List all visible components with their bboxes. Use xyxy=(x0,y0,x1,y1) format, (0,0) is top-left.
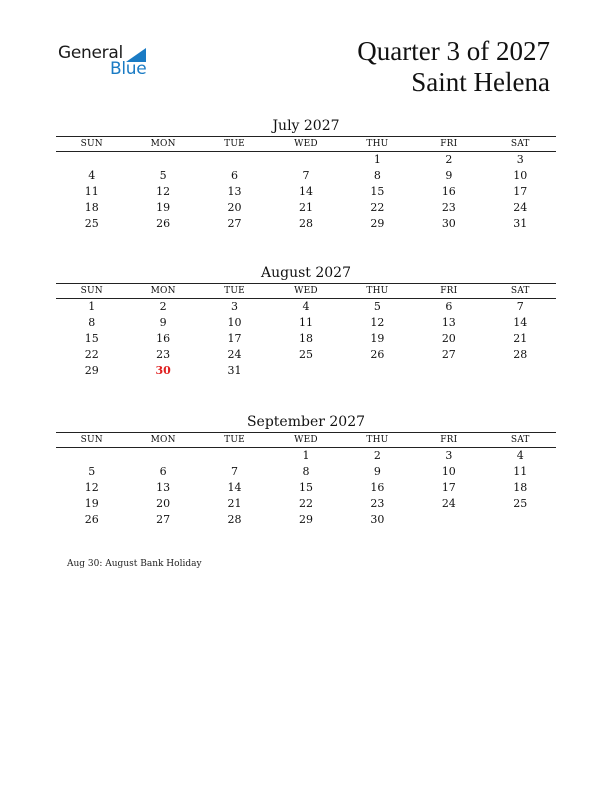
empty-day-cell xyxy=(485,512,556,528)
day-cell: 24 xyxy=(227,348,242,361)
day-cell: 28 xyxy=(227,513,242,526)
weekday-label: SAT xyxy=(510,139,530,149)
weekday-label: FRI xyxy=(440,139,458,149)
empty-day-cell xyxy=(199,152,270,168)
day-cell: 2 xyxy=(159,300,167,313)
day-cell: 28 xyxy=(298,217,313,230)
day-cell: 8 xyxy=(302,465,310,478)
day-cell: 2 xyxy=(445,153,453,166)
day-cell: 26 xyxy=(370,348,385,361)
day-cell: 29 xyxy=(298,513,313,526)
weekday-label: TUE xyxy=(224,139,245,149)
day-cell: 27 xyxy=(227,217,242,230)
weekday-label: FRI xyxy=(440,286,458,296)
day-cell: 30 xyxy=(441,217,456,230)
weekday-label: THU xyxy=(366,435,389,445)
day-cell: 24 xyxy=(513,201,528,214)
day-cell: 9 xyxy=(445,169,453,182)
day-cell: 21 xyxy=(298,201,313,214)
holiday-notes xyxy=(67,559,202,569)
day-cell: 29 xyxy=(370,217,385,230)
day-cell: 28 xyxy=(513,348,528,361)
weekday-label: SAT xyxy=(510,435,530,445)
day-cell: 12 xyxy=(84,481,99,494)
day-cell: 4 xyxy=(516,449,524,462)
weekday-header xyxy=(56,137,556,151)
day-cell: 21 xyxy=(513,332,528,345)
weekday-label: THU xyxy=(366,286,389,296)
day-cell: 5 xyxy=(88,465,96,478)
day-cell: 22 xyxy=(84,348,99,361)
day-cell: 25 xyxy=(513,497,528,510)
day-cell: 19 xyxy=(156,201,171,214)
day-cell: 17 xyxy=(227,332,242,345)
day-cell: 1 xyxy=(88,300,96,313)
day-cell: 14 xyxy=(227,481,242,494)
month-calendar xyxy=(56,412,556,528)
day-cell: 14 xyxy=(513,316,528,329)
day-cell: 20 xyxy=(441,332,456,345)
day-cell: 15 xyxy=(370,185,385,198)
day-cell: 17 xyxy=(513,185,528,198)
day-cell: 26 xyxy=(84,513,99,526)
weekday-header xyxy=(56,284,556,298)
weekday-label: WED xyxy=(294,286,318,296)
weekday-label: FRI xyxy=(440,435,458,445)
day-cell: 6 xyxy=(231,169,239,182)
day-cell: 24 xyxy=(441,497,456,510)
weekday-label: TUE xyxy=(224,286,245,296)
empty-day-cell xyxy=(485,363,556,379)
day-cell: 12 xyxy=(370,316,385,329)
day-cell: 22 xyxy=(298,497,313,510)
day-cell: 9 xyxy=(373,465,381,478)
day-cell: 15 xyxy=(298,481,313,494)
day-cell: 11 xyxy=(298,316,313,329)
day-cell: 16 xyxy=(370,481,385,494)
day-cell: 18 xyxy=(513,481,528,494)
weekday-label: SUN xyxy=(80,286,103,296)
day-grid xyxy=(56,448,556,528)
generalblue-logo xyxy=(58,43,158,83)
day-cell: 20 xyxy=(227,201,242,214)
day-cell: 12 xyxy=(156,185,171,198)
day-cell: 13 xyxy=(156,481,171,494)
day-cell: 3 xyxy=(231,300,239,313)
day-cell: 23 xyxy=(156,348,171,361)
day-cell: 7 xyxy=(231,465,239,478)
weekday-label: THU xyxy=(366,139,389,149)
weekday-label: MON xyxy=(150,139,176,149)
empty-day-cell xyxy=(199,448,270,464)
day-cell: 7 xyxy=(516,300,524,313)
day-cell: 17 xyxy=(441,481,456,494)
weekday-label: SUN xyxy=(80,435,103,445)
page-title xyxy=(357,36,550,98)
day-cell: 23 xyxy=(370,497,385,510)
logo-general-text: General xyxy=(58,43,123,63)
empty-day-cell xyxy=(127,448,198,464)
weekday-label: MON xyxy=(150,435,176,445)
title-quarter: Quarter 3 of 2027 xyxy=(357,36,550,66)
title-country: Saint Helena xyxy=(411,67,550,97)
day-cell: 18 xyxy=(298,332,313,345)
day-cell: 14 xyxy=(298,185,313,198)
month-title: July 2027 xyxy=(272,118,340,134)
weekday-label: WED xyxy=(294,139,318,149)
day-grid xyxy=(56,152,556,232)
weekday-label: SAT xyxy=(510,286,530,296)
empty-day-cell xyxy=(342,363,413,379)
empty-day-cell xyxy=(56,152,127,168)
weekday-label: WED xyxy=(294,435,318,445)
day-cell: 8 xyxy=(373,169,381,182)
empty-day-cell xyxy=(127,152,198,168)
day-cell: 6 xyxy=(159,465,167,478)
day-cell: 1 xyxy=(373,153,381,166)
day-cell: 25 xyxy=(298,348,313,361)
day-cell: 10 xyxy=(441,465,456,478)
day-cell: 8 xyxy=(88,316,96,329)
holiday-note: Aug 30: August Bank Holiday xyxy=(67,559,202,569)
day-cell: 25 xyxy=(84,217,99,230)
weekday-label: TUE xyxy=(224,435,245,445)
day-cell: 18 xyxy=(84,201,99,214)
month-title: September 2027 xyxy=(246,414,366,430)
day-cell: 20 xyxy=(156,497,171,510)
day-cell: 27 xyxy=(156,513,171,526)
month-calendar xyxy=(56,263,556,379)
day-cell: 7 xyxy=(302,169,310,182)
day-cell: 11 xyxy=(84,185,99,198)
empty-day-cell xyxy=(413,363,484,379)
day-cell: 22 xyxy=(370,201,385,214)
day-cell: 16 xyxy=(156,332,171,345)
weekday-label: SUN xyxy=(80,139,103,149)
day-cell: 19 xyxy=(370,332,385,345)
day-cell: 3 xyxy=(516,153,524,166)
logo-blue-text: Blue xyxy=(110,59,147,79)
day-cell: 9 xyxy=(159,316,167,329)
day-cell: 4 xyxy=(88,169,96,182)
day-cell: 30 xyxy=(370,513,385,526)
day-cell: 31 xyxy=(513,217,528,230)
day-cell: 21 xyxy=(227,497,242,510)
empty-day-cell xyxy=(270,152,341,168)
month-title: August 2027 xyxy=(261,265,351,281)
day-grid xyxy=(56,299,556,379)
empty-day-cell xyxy=(413,512,484,528)
day-cell: 13 xyxy=(227,185,242,198)
day-cell: 11 xyxy=(513,465,528,478)
empty-day-cell xyxy=(56,448,127,464)
day-cell: 16 xyxy=(441,185,456,198)
day-cell: 6 xyxy=(445,300,453,313)
day-cell: 13 xyxy=(441,316,456,329)
month-calendar xyxy=(56,116,556,232)
day-cell: 26 xyxy=(156,217,171,230)
day-cell: 29 xyxy=(84,364,99,377)
day-cell: 19 xyxy=(84,497,99,510)
day-cell: 2 xyxy=(373,449,381,462)
day-cell: 10 xyxy=(227,316,242,329)
day-cell: 15 xyxy=(84,332,99,345)
day-cell: 1 xyxy=(302,449,310,462)
day-cell: 27 xyxy=(441,348,456,361)
day-cell: 4 xyxy=(302,300,310,313)
day-cell: 10 xyxy=(513,169,528,182)
day-cell: 3 xyxy=(445,449,453,462)
day-cell: 23 xyxy=(441,201,456,214)
empty-day-cell xyxy=(270,363,341,379)
day-cell: 31 xyxy=(227,364,242,377)
day-cell: 5 xyxy=(373,300,381,313)
weekday-header xyxy=(56,433,556,447)
weekday-label: MON xyxy=(150,286,176,296)
day-cell: 5 xyxy=(159,169,167,182)
holiday-day-cell: 30 xyxy=(155,364,171,377)
